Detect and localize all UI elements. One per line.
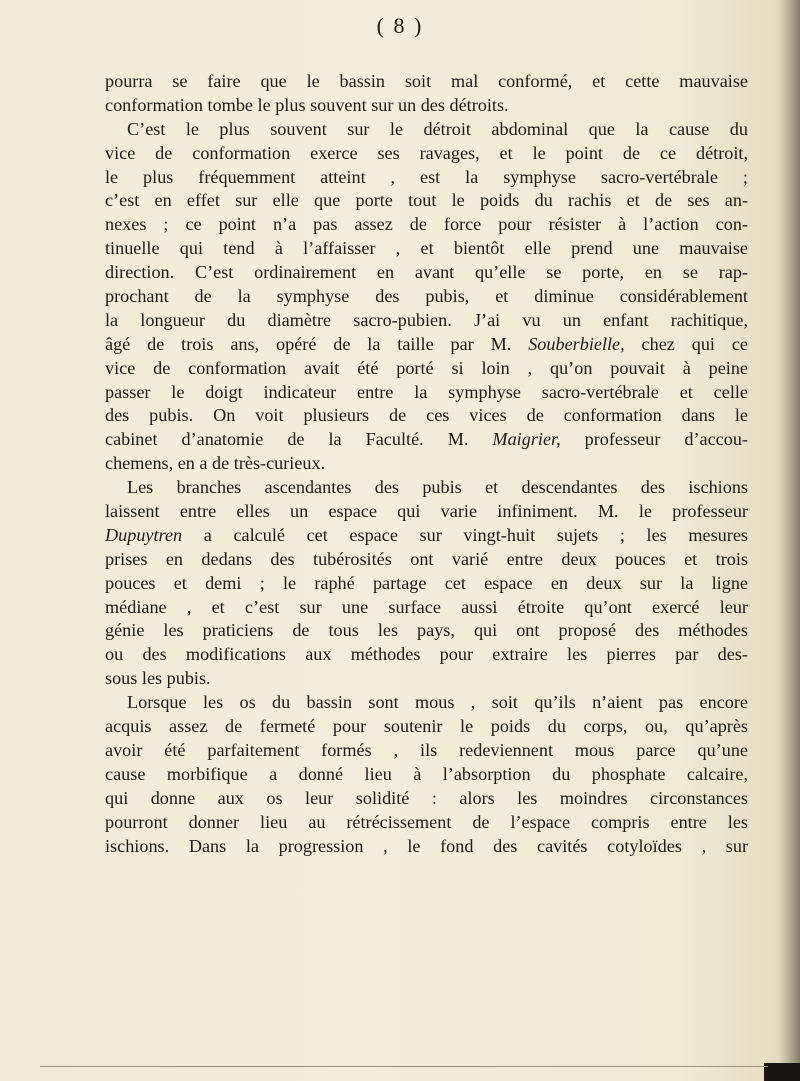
text-line: pouces et demi ; le raphé partage cet espace en deux sur la ligne bbox=[105, 572, 748, 593]
text-line: cause morbifique a donné lieu à l’absorption du phosphate calcaire, bbox=[105, 763, 748, 784]
text-line bbox=[105, 524, 748, 548]
text-line: des pubis. On voit plusieurs de ces vices de conformation dans le bbox=[105, 405, 748, 426]
text-line: vice de conformation exerce ses ravages, et le point de ce détroit, bbox=[105, 142, 748, 163]
text-line: qui donne aux os leur solidité : alors les moindres circonstances bbox=[105, 787, 748, 808]
text-line: chemens, en a de très-curieux. bbox=[105, 453, 326, 474]
text-segment: cabinet d’anatomie de la Faculté. M. bbox=[105, 429, 493, 450]
text-line bbox=[105, 428, 748, 452]
page-number: ( 8 ) bbox=[376, 13, 424, 38]
text-segment: âgé de trois ans, opéré de la taille par M. bbox=[105, 333, 529, 354]
text-line: direction. C’est ordinairement en avant qu’elle se porte, en se rap- bbox=[105, 262, 748, 283]
text-line: Lorsque les os du bassin sont mous , soit qu’ils n’aient pas encore bbox=[127, 692, 748, 713]
text-line: médiane , et c’est sur une surface aussi étroite qu’ont exercé leur bbox=[105, 596, 748, 617]
text-line: la longueur du diamètre sacro-pubien. J’ai vu un enfant rachitique, bbox=[105, 309, 748, 330]
text-line: ou des modifications aux méthodes pour extraire les pierres par des- bbox=[105, 644, 748, 665]
text-line: laissent entre elles un espace qui varie infiniment. M. le professeur bbox=[105, 501, 748, 522]
text-line bbox=[105, 333, 748, 357]
text-line: pourra se faire que le bassin soit mal conformé, et cette mauvaise bbox=[105, 71, 748, 91]
text-line: le plus fréquemment atteint , est la symphyse sacro-vertébrale ; bbox=[105, 166, 748, 187]
text-segment: a calculé cet espace sur vingt-huit sujets ; les mesures bbox=[182, 524, 748, 545]
author-name: Maigrier, bbox=[492, 429, 561, 450]
text-line: acquis assez de fermeté pour soutenir le poids du corps, ou, qu’après bbox=[105, 716, 748, 737]
body-text bbox=[105, 70, 748, 858]
author-name: Dupuytren bbox=[105, 524, 183, 545]
text-line: C’est le plus souvent sur le détroit abdominal que la cause du bbox=[127, 118, 748, 139]
text-line: passer le doigt indicateur entre la symphyse sacro-vertébrale et celle bbox=[105, 381, 748, 402]
text-line: tinuelle qui tend à l’affaisser , et bientôt elle prend une mauvaise bbox=[105, 238, 748, 259]
text-line: conformation tombe le plus souvent sur un des détroits. bbox=[105, 94, 509, 115]
text-line: prises en dedans des tubérosités ont varié entre deux pouces et trois bbox=[105, 548, 748, 569]
text-segment: professeur d’accou- bbox=[560, 429, 748, 450]
text-line: c’est en effet sur elle que porte tout le poids du rachis et de ses an- bbox=[105, 190, 748, 211]
page-bottom-edge bbox=[40, 1066, 768, 1067]
text-line: pourront donner lieu au rétrécissement de l’espace compris entre les bbox=[105, 811, 748, 832]
author-name: Souberbielle, bbox=[528, 333, 625, 354]
text-line: sous les pubis. bbox=[105, 668, 211, 689]
text-line: Les branches ascendantes des pubis et descendantes des ischions bbox=[127, 477, 748, 498]
text-segment: chez qui ce bbox=[624, 333, 748, 354]
text-line: prochant de la symphyse des pubis, et diminue considérablement bbox=[105, 286, 748, 307]
text-line: vice de conformation avait été porté si loin , qu’on pouvait à peine bbox=[105, 357, 748, 378]
text-line: nexes ; ce point n’a pas assez de force pour résister à l’action con- bbox=[105, 214, 748, 235]
text-line: avoir été parfaitement formés , ils redeviennent mous parce qu’une bbox=[105, 739, 748, 760]
text-line: ischions. Dans la progression , le fond des cavités cotyloïdes , sur bbox=[105, 835, 748, 856]
page-binding-shadow bbox=[778, 0, 800, 1081]
text-line: génie les praticiens de tous les pays, qui ont proposé des méthodes bbox=[105, 620, 748, 641]
page-corner-shadow bbox=[764, 1063, 800, 1081]
